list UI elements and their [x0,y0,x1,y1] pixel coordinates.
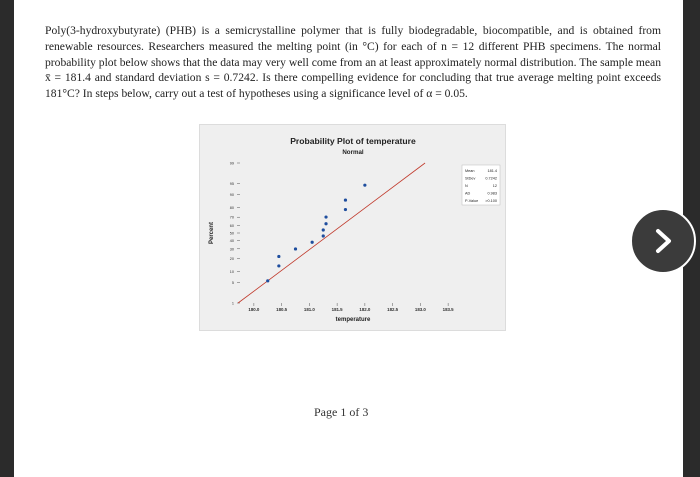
data-point [266,279,269,282]
data-point [311,241,314,244]
page-number: Page 1 of 3 [314,405,369,419]
data-point [277,264,280,267]
data-point [322,234,325,237]
stats-label: Mean [465,169,475,173]
stats-value: 0.983 [487,191,497,196]
stats-label: N [465,184,468,188]
x-tick-label: 180.5 [276,307,288,312]
data-point [294,247,297,250]
x-tick-label: 182.0 [359,307,371,312]
y-tick-label: 70 [229,215,234,220]
stats-label: P-Value [465,199,479,203]
chart-title: Probability Plot of temperature [290,136,416,146]
chevron-right-icon [632,210,694,272]
stats-value: 12 [492,184,497,188]
y-tick-label: 30 [229,247,234,252]
y-axis-label: Percent [209,221,215,245]
data-point [277,255,280,258]
x-tick-label: 183.5 [442,307,454,312]
next-page-button[interactable] [630,208,696,274]
fit-line [238,163,425,303]
stats-value: >0.100 [485,199,497,203]
data-point [344,198,347,201]
chart-subtitle: Normal [342,149,364,156]
y-tick-label: 5 [231,280,234,285]
stats-label: StDev [465,176,476,181]
y-tick-label: 10 [229,270,234,275]
x-tick-label: 182.5 [387,307,399,312]
y-tick-label: 95 [229,182,234,187]
stats-value: 181.4 [487,169,497,173]
x-tick-label: 181.0 [303,307,315,312]
data-point [344,208,347,211]
document-page [14,0,683,477]
x-axis-label: temperature [335,317,371,323]
y-tick-label: 80 [229,206,234,211]
y-tick-label: 20 [229,256,234,261]
problem-paragraph: Poly(3-hydroxybutyrate) (PHB) is a semicrystalline polymer that is fully biodegradable, biocompatible, and is obtained from renewable resources. Researchers measured the melting point (in °C) for each of n = 12 different PHB specimens. The normal probability plot below shows that the data may very well come from an at least approximately normal distribution. The sample mean x̄ = 181.4 and standard deviation s = 0.7242. Is there compelling evidence for concluding that true average melting point exceeds 181°C? In steps below, carry out a test of hypotheses using a significance level of α = 0.05. [45,24,661,101]
y-tick-label: 90 [229,192,234,197]
y-tick-label: 50 [229,231,234,236]
probability-plot [199,124,506,331]
x-tick-label: 180.0 [248,307,260,312]
stats-value: 0.7242 [485,176,497,181]
y-tick-label: 40 [229,239,234,244]
y-tick-label: 99 [229,161,234,166]
y-tick-label: 1 [231,301,234,306]
y-tick-label: 60 [229,223,234,228]
viewer-left-margin [0,0,14,477]
stats-label: AD [465,191,471,196]
x-tick-label: 183.0 [414,307,426,312]
x-tick-label: 181.5 [331,307,343,312]
data-point [324,222,327,225]
data-point [324,215,327,218]
data-point [322,228,325,231]
data-point [363,184,366,187]
probability-plot-svg [200,125,507,332]
